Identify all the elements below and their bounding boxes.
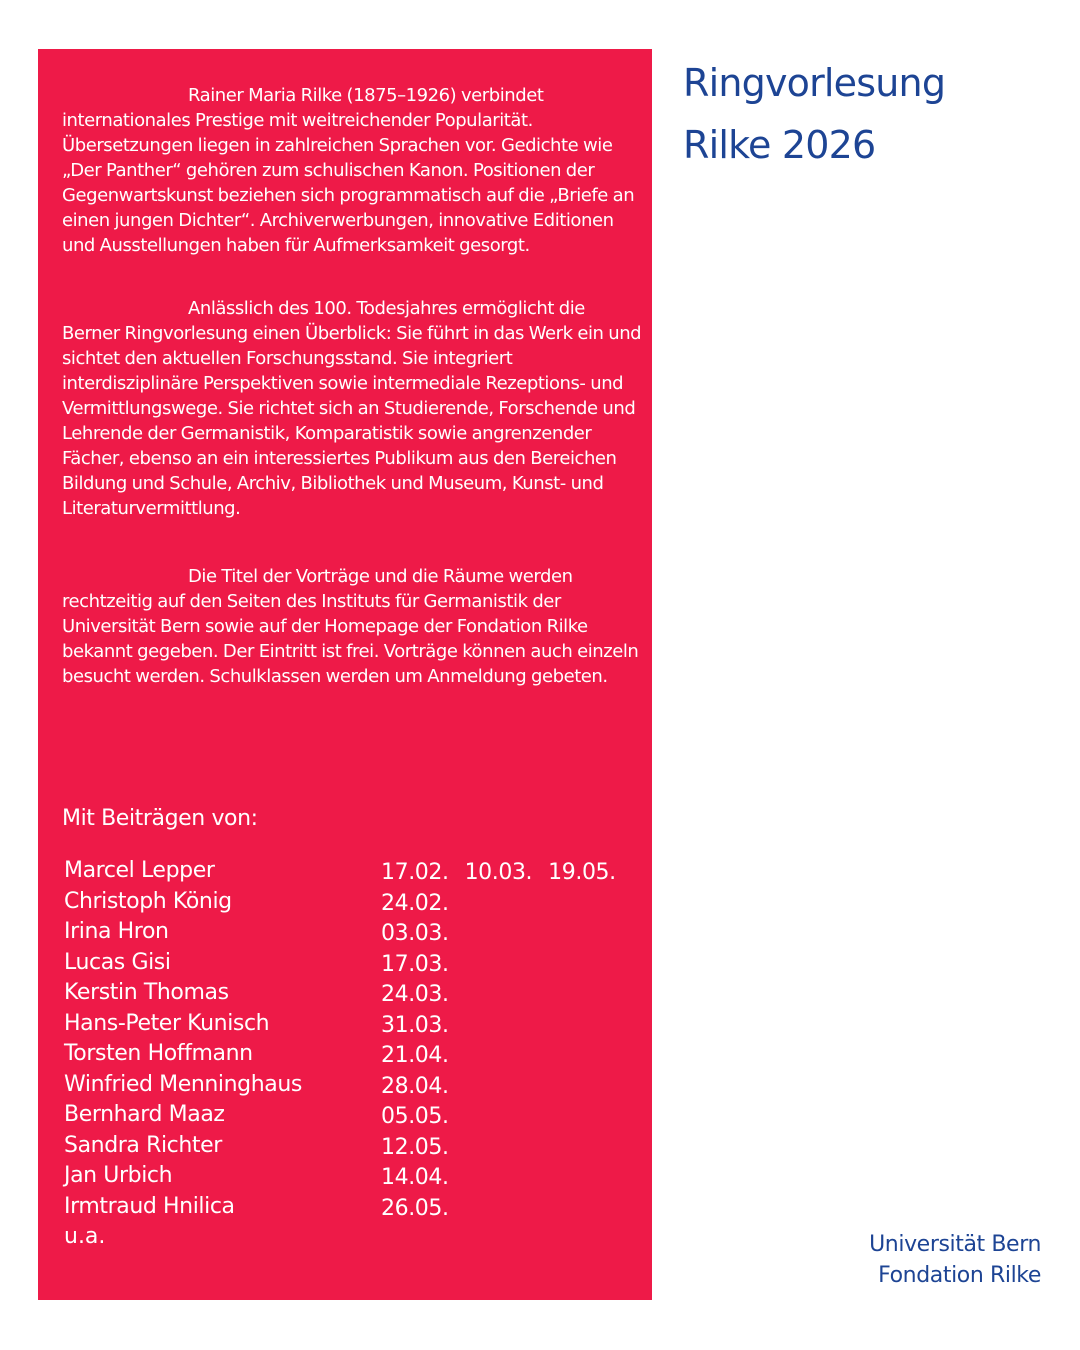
contributor-dates — [381, 1102, 449, 1133]
lecture-date: 12.05. — [381, 1134, 449, 1160]
contributor-dates — [381, 1011, 449, 1042]
contributor-name: Jan Urbich — [64, 1163, 173, 1188]
intro-paragraph-3: Die Titel der Vorträge und die Räume werden rechtzeitig auf den Seiten des Instituts für Germanistik der Universität Bern sowie auf der Homepage der Fondation Rilke bekannt gegeben. Der Eintritt ist frei. Vorträge können auch einzeln besucht werden. Schulklassen werden um Anmeldung gebeten. — [62, 566, 639, 687]
organizer-foundation: Fondation Rilke — [878, 1263, 1041, 1288]
contributor-name: Hans-Peter Kunisch — [64, 1010, 270, 1036]
contributor-row — [64, 856, 652, 887]
contributors-list — [64, 856, 652, 1252]
lecture-date: 17.02. — [381, 860, 449, 885]
contributor-row — [64, 1009, 652, 1040]
contributor-name: Irmtraud Hnilica — [64, 1193, 235, 1219]
contributor-dates — [381, 1163, 449, 1194]
intro-paragraph-1: Rainer Maria Rilke (1875–1926) verbindet internationales Prestige mit weitreichender Popularität. Übersetzungen liegen in zahlreichen Sprachen vor. Gedichte wie „Der Panther“ gehören zum schulischen Kanon. Positionen der Gegenwartskunst beziehen sich programmatisch auf die „Briefe an einen jungen Dichter“. Archiverwerbungen, innovative Editionen und Ausstellungen haben für Aufmerksamkeit gesorgt. — [62, 85, 635, 256]
contributors-more: u.a. — [64, 1224, 106, 1249]
contributor-row — [64, 1039, 652, 1070]
contributor-row — [64, 1131, 652, 1162]
contributor-dates — [381, 1194, 449, 1225]
lecture-date: 21.04. — [381, 1043, 449, 1068]
contributor-name: Torsten Hoffmann — [64, 1041, 253, 1066]
contributor-row — [64, 978, 652, 1009]
lecture-date: 31.03. — [381, 1012, 449, 1038]
contributor-row — [64, 1100, 652, 1131]
lecture-date: 10.03. — [464, 860, 533, 885]
contributor-name: Christoph König — [64, 888, 232, 914]
contributor-row — [64, 1192, 652, 1223]
contributor-name: Winfried Menninghaus — [64, 1071, 302, 1097]
info-panel — [38, 49, 652, 1300]
contributor-dates — [381, 889, 449, 920]
contributor-dates — [381, 1133, 449, 1164]
contributors-heading: Mit Beiträgen von: — [62, 806, 258, 831]
lecture-date: 03.03. — [381, 921, 449, 946]
contributor-dates — [381, 919, 449, 950]
contributor-dates — [381, 950, 449, 981]
lecture-date: 24.03. — [381, 982, 449, 1007]
lecture-date: 19.05. — [548, 860, 616, 885]
contributor-dates — [381, 1072, 449, 1103]
event-title — [683, 52, 1053, 176]
lecture-date: 28.04. — [381, 1073, 449, 1099]
lecture-date: 17.03. — [381, 951, 449, 977]
contributor-name: Irina Hron — [64, 919, 169, 944]
contributor-dates — [381, 980, 449, 1011]
contributor-row — [64, 917, 652, 948]
organizer-university: Universität Bern — [869, 1232, 1041, 1257]
contributor-dates — [381, 858, 616, 889]
contributor-row — [64, 948, 652, 979]
lecture-date: 14.04. — [381, 1165, 449, 1190]
intro-paragraph-2: Anlässlich des 100. Todesjahres ermöglicht die Berner Ringvorlesung einen Überblick: Sie führt in das Werk ein und sichtet den aktuellen Forschungsstand. Sie integriert interdisziplinäre Perspektiven sowie intermediale Rezeptions- und Vermittlungswege. Sie richtet sich an Studierende, Forschende und Lehrende der Germanistik, Komparatistik sowie angrenzender Fächer, ebenso an ein interessiertes Publikum aus den Bereichen Bildung und Schule, Archiv, Bibliothek und Museum, Kunst- und Literaturvermittlung. — [62, 298, 642, 519]
lecture-date: 24.02. — [381, 890, 449, 916]
contributor-name: Sandra Richter — [64, 1132, 222, 1158]
contributor-dates — [381, 1041, 449, 1072]
contributor-row — [64, 1161, 652, 1192]
contributor-name: Kerstin Thomas — [64, 980, 229, 1005]
organizers — [741, 1229, 1041, 1291]
lecture-date: 26.05. — [381, 1195, 449, 1221]
contributor-row — [64, 887, 652, 918]
contributor-row — [64, 1070, 652, 1101]
contributor-name: Lucas Gisi — [64, 949, 171, 975]
lecture-date: 05.05. — [381, 1104, 449, 1129]
contributor-name: Marcel Lepper — [64, 858, 215, 883]
title-line-2: Rilke 2026 — [683, 123, 876, 167]
title-line-1: Ringvorlesung — [683, 61, 946, 105]
contributor-name: Bernhard Maaz — [64, 1102, 225, 1127]
